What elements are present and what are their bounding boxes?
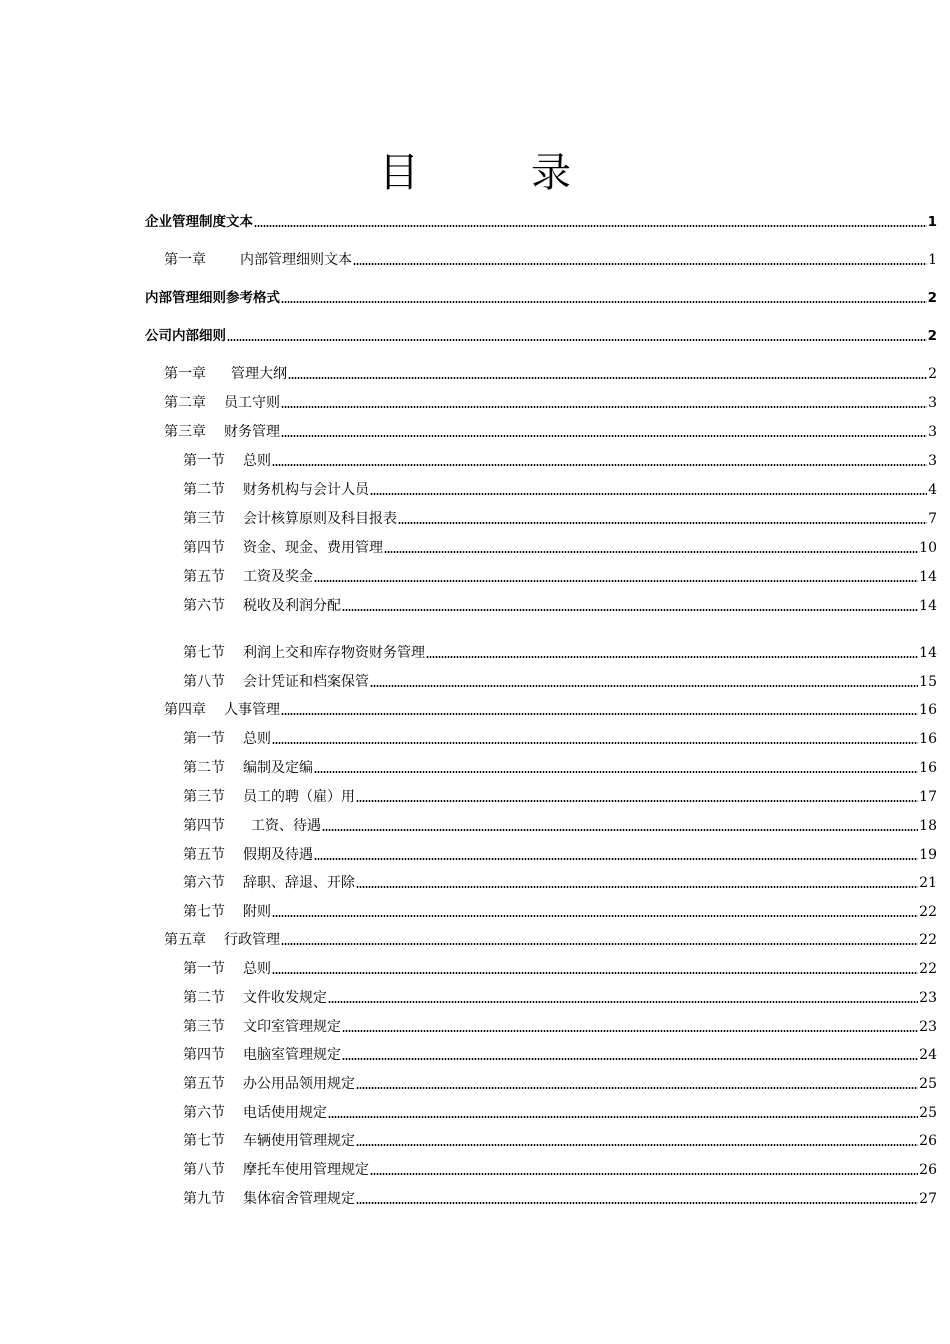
toc-entry-title: 人事管理 (224, 702, 280, 718)
toc-entry-number: 第六节 (183, 875, 225, 891)
toc-entry-title: 车辆使用管理规定 (243, 1133, 355, 1149)
toc-entry-title: 行政管理 (224, 932, 280, 948)
dot-leader (288, 377, 927, 379)
toc-entry-title: 会计核算原则及科目报表 (243, 511, 397, 527)
dot-leader (356, 886, 918, 888)
toc-entry[interactable] (183, 643, 937, 663)
toc-entry[interactable] (183, 1045, 937, 1065)
toc-entry-number: 第八节 (183, 674, 225, 690)
toc-entry-title: 附则 (243, 904, 271, 920)
toc-entry-page: 19 (919, 847, 937, 863)
toc-entry-page: 24 (919, 1047, 937, 1063)
toc-entry-page: 14 (919, 569, 937, 585)
toc-entry-page: 3 (928, 453, 937, 469)
toc-entry-page: 14 (919, 645, 937, 661)
dot-leader (281, 713, 918, 715)
toc-entry-page: 14 (919, 598, 937, 614)
toc-entry-title: 员工的聘（雇）用 (243, 789, 355, 805)
toc-entry[interactable] (183, 1189, 937, 1209)
toc-entry[interactable] (183, 1160, 937, 1180)
toc-entry-page: 23 (919, 990, 937, 1006)
toc-entry-title: 电脑室管理规定 (243, 1047, 341, 1063)
toc-entry-page: 25 (919, 1076, 937, 1092)
toc-entry-page: 22 (919, 904, 937, 920)
toc-entry-page: 7 (928, 511, 937, 527)
toc-entry-title: 工资、待遇 (251, 818, 321, 834)
toc-entry[interactable] (183, 451, 937, 471)
toc-entry-number: 第七节 (183, 904, 225, 920)
toc-entry-title: 集体宿舍管理规定 (243, 1191, 355, 1207)
toc-entry-title: 员工守则 (224, 395, 280, 411)
toc-entry-number: 第二节 (183, 990, 225, 1006)
dot-leader (254, 225, 927, 227)
toc-entry-number: 第四节 (183, 540, 225, 556)
dot-leader (272, 464, 927, 466)
toc-entry-title: 电话使用规定 (243, 1105, 327, 1121)
toc-entry[interactable] (183, 509, 937, 529)
toc-entry-title: 总则 (243, 453, 271, 469)
toc-entry-title: 企业管理制度文本 (145, 214, 253, 230)
toc-entry-title: 利润上交和库存物资财务管理 (243, 645, 425, 661)
dot-leader (342, 1030, 918, 1032)
toc-entry-page: 10 (919, 540, 937, 556)
toc-entry-title: 文印室管理规定 (243, 1019, 341, 1035)
toc-entry[interactable] (183, 758, 937, 778)
dot-leader (281, 406, 927, 408)
toc-entry-title: 工资及奖金 (243, 569, 313, 585)
dot-leader (281, 301, 927, 303)
toc-entry-number: 第三节 (183, 789, 225, 805)
dot-leader (227, 339, 927, 341)
toc-entry[interactable] (145, 326, 937, 346)
toc-entry-page: 16 (919, 731, 937, 747)
toc-entry[interactable] (183, 1103, 937, 1123)
toc-entry[interactable] (183, 988, 937, 1008)
dot-leader (281, 943, 918, 945)
toc-entry-page: 4 (928, 482, 937, 498)
toc-entry-title: 假期及待遇 (243, 847, 313, 863)
toc-entry[interactable] (164, 364, 937, 384)
dot-leader (328, 1116, 918, 1118)
toc-entry-page: 1 (927, 214, 937, 230)
toc-entry-number: 第一章 (164, 366, 206, 382)
toc-entry-title: 财务管理 (224, 424, 280, 440)
toc-entry[interactable] (164, 930, 937, 950)
toc-entry[interactable] (183, 672, 937, 692)
toc-entry-page: 17 (919, 789, 937, 805)
toc-entry-page: 21 (919, 875, 937, 891)
toc-entry-page: 1 (928, 252, 937, 268)
toc-entry[interactable] (164, 393, 937, 413)
toc-entry-page: 2 (928, 366, 937, 382)
toc-entry-page: 3 (928, 424, 937, 440)
toc-entry-page: 22 (919, 961, 937, 977)
toc-entry[interactable] (183, 959, 937, 979)
toc-entry[interactable] (145, 212, 937, 232)
toc-entry-number: 第三节 (183, 1019, 225, 1035)
toc-entry-title: 办公用品领用规定 (243, 1076, 355, 1092)
toc-entry-page: 15 (919, 674, 937, 690)
toc-entry[interactable] (183, 787, 937, 807)
toc-entry-number: 第二节 (183, 482, 225, 498)
toc-entry-number: 第七节 (183, 645, 225, 661)
toc-entry-title: 总则 (243, 731, 271, 747)
toc-entry-title: 财务机构与会计人员 (243, 482, 369, 498)
toc-entry[interactable] (183, 480, 937, 500)
dot-leader (272, 742, 918, 744)
dot-leader (322, 829, 918, 831)
toc-entry-title: 内部管理细则参考格式 (145, 290, 280, 306)
toc-entry[interactable] (183, 902, 937, 922)
toc-entry[interactable] (183, 596, 937, 616)
toc-entry-page: 23 (919, 1019, 937, 1035)
toc-entry-page: 3 (928, 395, 937, 411)
toc-entry-page: 16 (919, 760, 937, 776)
dot-leader (356, 1144, 918, 1146)
toc-entry-number: 第六节 (183, 598, 225, 614)
toc-entry-number: 第三章 (164, 424, 206, 440)
dot-leader (356, 1202, 918, 1204)
dot-leader (356, 800, 918, 802)
toc-entry-page: 2 (927, 290, 937, 306)
toc-entry-page: 18 (919, 818, 937, 834)
toc-entry-number: 第五章 (164, 932, 206, 948)
toc-entry-title: 摩托车使用管理规定 (243, 1162, 369, 1178)
toc-entry-title: 辞职、辞退、开除 (243, 875, 355, 891)
toc-entry[interactable] (164, 422, 937, 442)
toc-entry-title: 编制及定编 (243, 760, 313, 776)
toc-entry[interactable] (183, 845, 937, 865)
toc-entry[interactable] (183, 816, 937, 836)
toc-entry-title: 总则 (243, 961, 271, 977)
toc-entry-number: 第一节 (183, 453, 225, 469)
dot-leader (398, 522, 927, 524)
dot-leader (328, 1001, 918, 1003)
toc-entry-number: 第二章 (164, 395, 206, 411)
dot-leader (370, 493, 927, 495)
toc-entry-page: 25 (919, 1105, 937, 1121)
toc-entry-number: 第四章 (164, 702, 206, 718)
dot-leader (356, 1087, 918, 1089)
toc-entry[interactable] (164, 700, 937, 720)
toc-entry-page: 22 (919, 932, 937, 948)
toc-entry-page: 16 (919, 702, 937, 718)
toc-entry-number: 第六节 (183, 1105, 225, 1121)
toc-entry-title: 公司内部细则 (145, 328, 226, 344)
toc-entry-number: 第七节 (183, 1133, 225, 1149)
toc-entry[interactable] (183, 873, 937, 893)
dot-leader (370, 1173, 918, 1175)
toc-entry-number: 第五节 (183, 569, 225, 585)
toc-title: 目 录 (379, 150, 607, 196)
dot-leader (370, 685, 918, 687)
toc-entry-number: 第五节 (183, 847, 225, 863)
toc-entry[interactable] (183, 1131, 937, 1151)
toc-entry-page: 27 (919, 1191, 937, 1207)
toc-entry-number: 第二节 (183, 760, 225, 776)
dot-leader (342, 1058, 918, 1060)
toc-entry-number: 第四节 (183, 818, 225, 834)
toc-entry[interactable] (183, 1074, 937, 1094)
toc-entry-number: 第一节 (183, 961, 225, 977)
toc-entry[interactable] (183, 729, 937, 749)
toc-entry-number: 第八节 (183, 1162, 225, 1178)
toc-entry-page: 26 (919, 1162, 937, 1178)
toc-entry-title: 管理大纲 (231, 366, 287, 382)
toc-entry[interactable] (183, 538, 937, 558)
toc-entry-number: 第四节 (183, 1047, 225, 1063)
dot-leader (314, 580, 918, 582)
toc-entry-number: 第九节 (183, 1191, 225, 1207)
toc-entry[interactable] (145, 288, 937, 308)
toc-entry-title: 会计凭证和档案保管 (243, 674, 369, 690)
toc-entry-number: 第一章 (164, 252, 206, 268)
dot-leader (314, 771, 918, 773)
toc-entry[interactable] (164, 250, 937, 270)
toc-entry[interactable] (183, 1017, 937, 1037)
toc-entry-title: 税收及利润分配 (243, 598, 341, 614)
toc-entry-page: 26 (919, 1133, 937, 1149)
toc-entry-title: 资金、现金、费用管理 (243, 540, 383, 556)
toc-entry-number: 第五节 (183, 1076, 225, 1092)
dot-leader (272, 972, 918, 974)
toc-entry-number: 第三节 (183, 511, 225, 527)
toc-entry-number: 第一节 (183, 731, 225, 747)
toc-entry-title: 内部管理细则文本 (240, 252, 352, 268)
dot-leader (281, 435, 927, 437)
toc-entry-page: 2 (927, 328, 937, 344)
toc-entry-title: 文件收发规定 (243, 990, 327, 1006)
dot-leader (314, 858, 918, 860)
toc-entry[interactable] (183, 567, 937, 587)
dot-leader (342, 609, 918, 611)
dot-leader (426, 656, 918, 658)
dot-leader (272, 915, 918, 917)
dot-leader (384, 551, 918, 553)
dot-leader (353, 263, 927, 265)
